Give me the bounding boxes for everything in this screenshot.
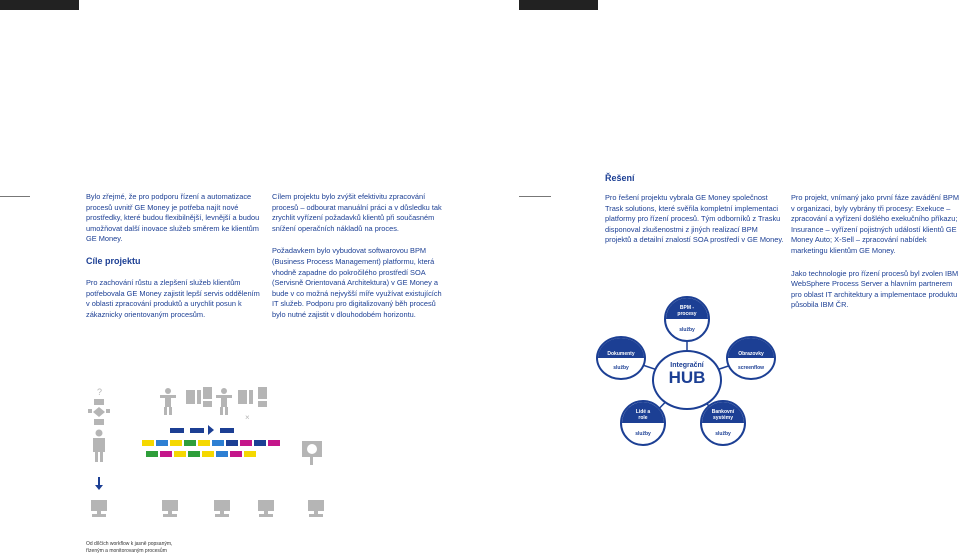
goals-body: Pro zachování růstu a zlepšení služeb klientům potřebovala GE Money zajistit lepší servis oddělením v oblasti zpracování produktů a urychlit posun k zákaznicky orientovaným procesům. (86, 278, 260, 319)
bpm-node: BPM - procesy služby (664, 296, 710, 342)
process-flow-row-1 (170, 425, 234, 435)
col2-paragraph-2: Požadavkem bylo vybudovat softwarovou BPM (Business Process Management) platformu, která vhodně zapadne do pokročilého prostředí SOA (Servisně Orientovaná Architektura) v GE Money a bude v co možná nejvyšší míře využívat existujících IT služeb. Podporu pro digitalizovaný běh procesů bylo nutné zajistit v dlouhodobém horizontu. (272, 246, 442, 319)
process-flow-row-2 (142, 440, 280, 446)
col2-paragraph-1: Cílem projektu bylo zvýšit efektivitu zpracování procesů – odbourat manuální práci a v důsledku tak zrychlit vyřízení požadavků klientů při současném snížení operačních nákladů na proces. (272, 192, 442, 233)
person-icon-1 (160, 388, 176, 415)
person-icon-left (93, 430, 105, 463)
person-icon-2 (216, 388, 232, 415)
cross-icon: × (245, 413, 250, 422)
figure-caption: Od dílčích workflow k jasně popsaným, řízeným a monitorovaným procesům (86, 541, 173, 554)
integration-hub-diagram (592, 290, 782, 450)
workflow-figure (86, 385, 326, 540)
screens-node: Obrazovky screenflow (726, 336, 776, 380)
right-rule (519, 196, 551, 197)
process-flow-row-3 (146, 451, 256, 457)
goals-heading: Cíle projektu (86, 256, 141, 266)
documents-node: Dokumenty služby (596, 336, 646, 380)
left-rule (0, 196, 30, 197)
hub-center-node (652, 350, 722, 410)
document-icons-2 (238, 387, 267, 422)
flowchart-icon (88, 387, 110, 425)
monitor-icon-left (91, 500, 107, 517)
right-col2-paragraph-2: Jako technologie pro řízení procesů byl zvolen IBM WebSphere Process Server a hlavním partnerem pro oblast IT architektury a implementace produktu působila IBM ČR. (791, 268, 959, 310)
right-page-tab (519, 0, 598, 10)
left-page-tab (0, 0, 79, 10)
presentation-icon (302, 441, 322, 465)
intro-paragraph: Bylo zřejmé, že pro podporu řízení a automatizace procesů uvnitř GE Money je potřeba najít nové prostředky, které budou flexibilnější, levnější a budou umožňovat další inovace služeb směrem ke klientům GE Money. (86, 192, 260, 244)
monitor-icons-row (162, 500, 324, 517)
people-roles-node: Lidé a role služby (620, 400, 666, 446)
solution-heading: Řešení (605, 173, 635, 183)
hub-main-label: HUB (668, 368, 706, 387)
arrow-down-icon (95, 477, 103, 490)
left-col2 (272, 192, 450, 329)
left-col1 (86, 192, 264, 253)
hub-title: Integrační (670, 362, 704, 369)
right-col1: Pro řešení projektu vybrala GE Money společnost Trask solutions, které svěřila kompletní implementaci platformy pro řízení procesů. Tým odborníků z Trasku disponoval zkušenostmi z jiných realizací BPM projektů a detailní znalostí SOA prostředí v GE Money. (605, 193, 784, 245)
bank-systems-node: Bankovní systémy služby (700, 400, 746, 446)
right-col2 (791, 193, 960, 319)
question-icon: ? (97, 387, 103, 397)
right-col2-paragraph-1: Pro projekt, vnímaný jako první fáze zavádění BPM v organizaci, byly vybrány tři procesy: Exekuce – zpracování a vyřízení došlého exekučního příkazu; Insurance – vyřízení pojistných událostí klientů GE Money Auto; X-Sell – zpracování nabídek marketingu klientům GE Money. (791, 193, 960, 255)
document-icons-1 (186, 387, 212, 407)
